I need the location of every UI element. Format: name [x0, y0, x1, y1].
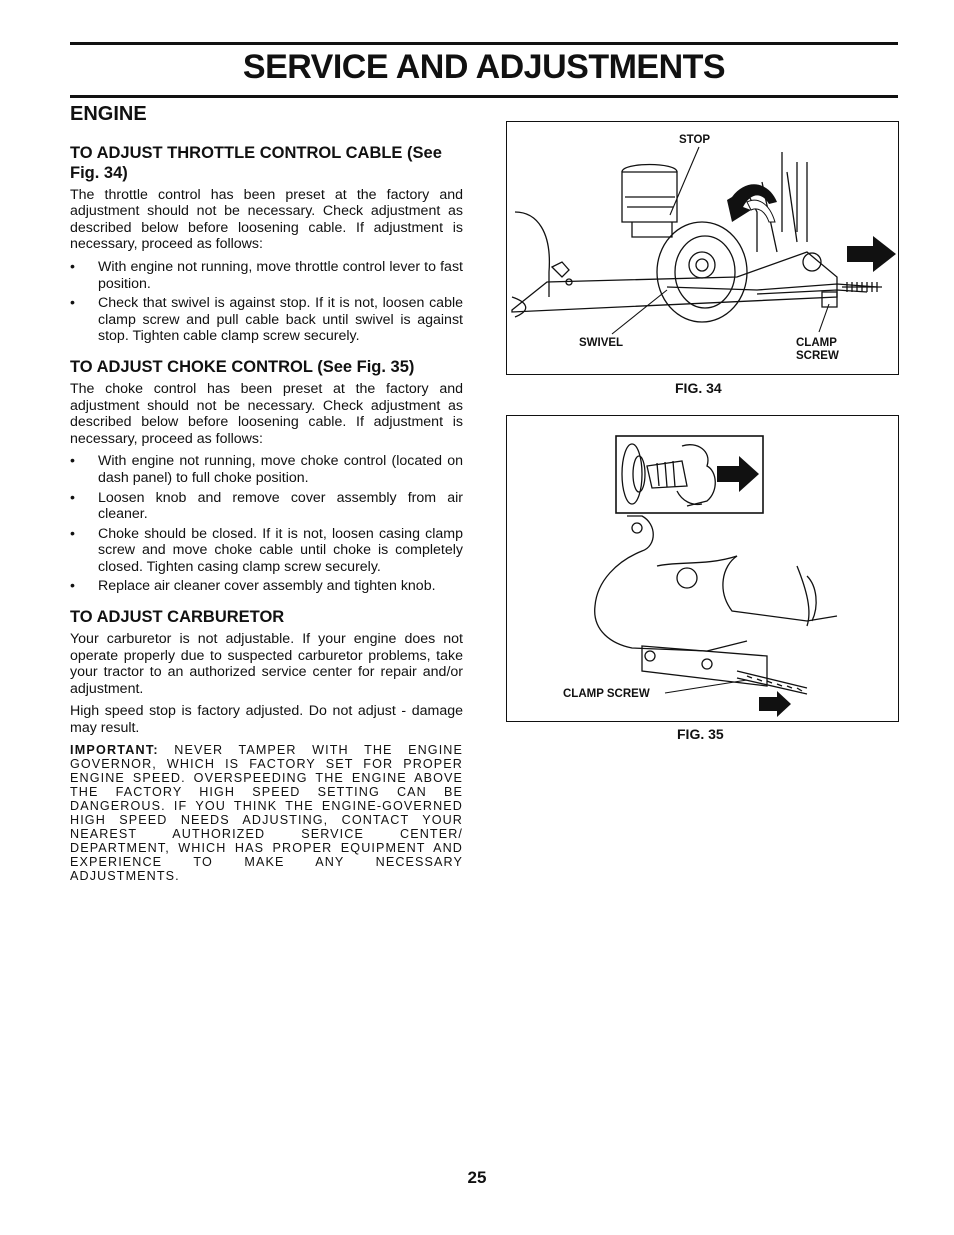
- list-item: • Choke should be closed. If it is not, loosen casing clamp screw and move choke cable until choke is completely closed. Tighten casing clamp screw securely.: [70, 526, 463, 576]
- label-clamp-line1: CLAMP: [796, 337, 837, 349]
- list-item: • With engine not running, move choke control (located on dash panel) to full choke position.: [70, 453, 463, 486]
- throttle-heading: TO ADJUST THROTTLE CONTROL CABLE (See Fig. 34): [70, 143, 442, 182]
- label-stop: STOP: [679, 134, 711, 146]
- label-swivel: SWIVEL: [579, 337, 624, 349]
- carburetor-para-2: High speed stop is factory adjusted. Do not adjust - damage may result.: [70, 703, 463, 737]
- fig-34-caption: FIG. 34: [675, 380, 722, 396]
- fig-35-caption: FIG. 35: [677, 726, 724, 742]
- engine-section: [70, 103, 463, 883]
- list-item: • Replace air cleaner cover assembly and tighten knob.: [70, 578, 463, 595]
- carburetor-para-1: Your carburetor is not adjustable. If your engine does not operate properly due to suspected carburetor problems, take your tractor to an authorized service center for repair and/or adjustment.: [70, 631, 463, 697]
- list-item: • With engine not running, move throttle control lever to fast position.: [70, 259, 463, 292]
- important-text: NEVER TAMPER WITH THE ENGINE GOVERNOR, WHICH IS FACTORY SET FOR PROPER ENGINE SPEED. OVERSPEEDING THE ENGINE ABOVE THE FACTORY HIGH SPEED SETTING CAN BE DANGEROUS. IF YOU THINK THE ENGINE-GOVERNED HIGH SPEED NEEDS ADJUSTING, CONTACT YOUR NEAREST AUTHORIZED SERVICE CENTER/ DEPARTMENT, WHICH HAS PROPER EQUIPMENT AND EXPERIENCE TO MAKE ANY NECESSARY ADJUSTMENTS.: [70, 742, 463, 883]
- list-item: • Loosen knob and remove cover assembly from air cleaner.: [70, 490, 463, 523]
- section-heading-engine: ENGINE: [70, 103, 147, 125]
- figure-34: [506, 121, 899, 375]
- throttle-intro: The throttle control has been preset at the factory and adjustment should not be necessary. Check adjustment as described below before loosening cable. If adjustment is necessary, proceed as follows:: [70, 186, 463, 253]
- choke-steps: [70, 453, 463, 595]
- choke-intro: The choke control has been preset at the factory and adjustment should not be necessary. Check adjustment as described below before loosening cable. If adjustment is necessary, proceed as follows:: [70, 380, 463, 447]
- throttle-illustration: [507, 122, 898, 374]
- title-underline: [70, 95, 898, 98]
- list-item: • Check that swivel is against stop. If it is not, loosen cable clamp screw and pull cable back until swivel is against stop. Tighten cable clamp screw securely.: [70, 295, 463, 345]
- page-title: SERVICE AND ADJUSTMENTS: [242, 48, 726, 86]
- label-clamp-screw: CLAMP SCREW: [563, 688, 650, 700]
- page-number: 25: [467, 1168, 487, 1187]
- choke-illustration: [507, 416, 898, 721]
- important-label: IMPORTANT:: [70, 742, 159, 757]
- carburetor-heading: TO ADJUST CARBURETOR: [70, 608, 285, 627]
- top-rule: [70, 42, 898, 45]
- label-clamp-line2: SCREW: [796, 350, 839, 362]
- label-clamp-screw: [796, 337, 839, 363]
- choke-heading: TO ADJUST CHOKE CONTROL (See Fig. 35): [70, 357, 415, 376]
- throttle-steps: [70, 259, 463, 345]
- important-notice: [70, 743, 463, 883]
- figure-35: [506, 415, 899, 722]
